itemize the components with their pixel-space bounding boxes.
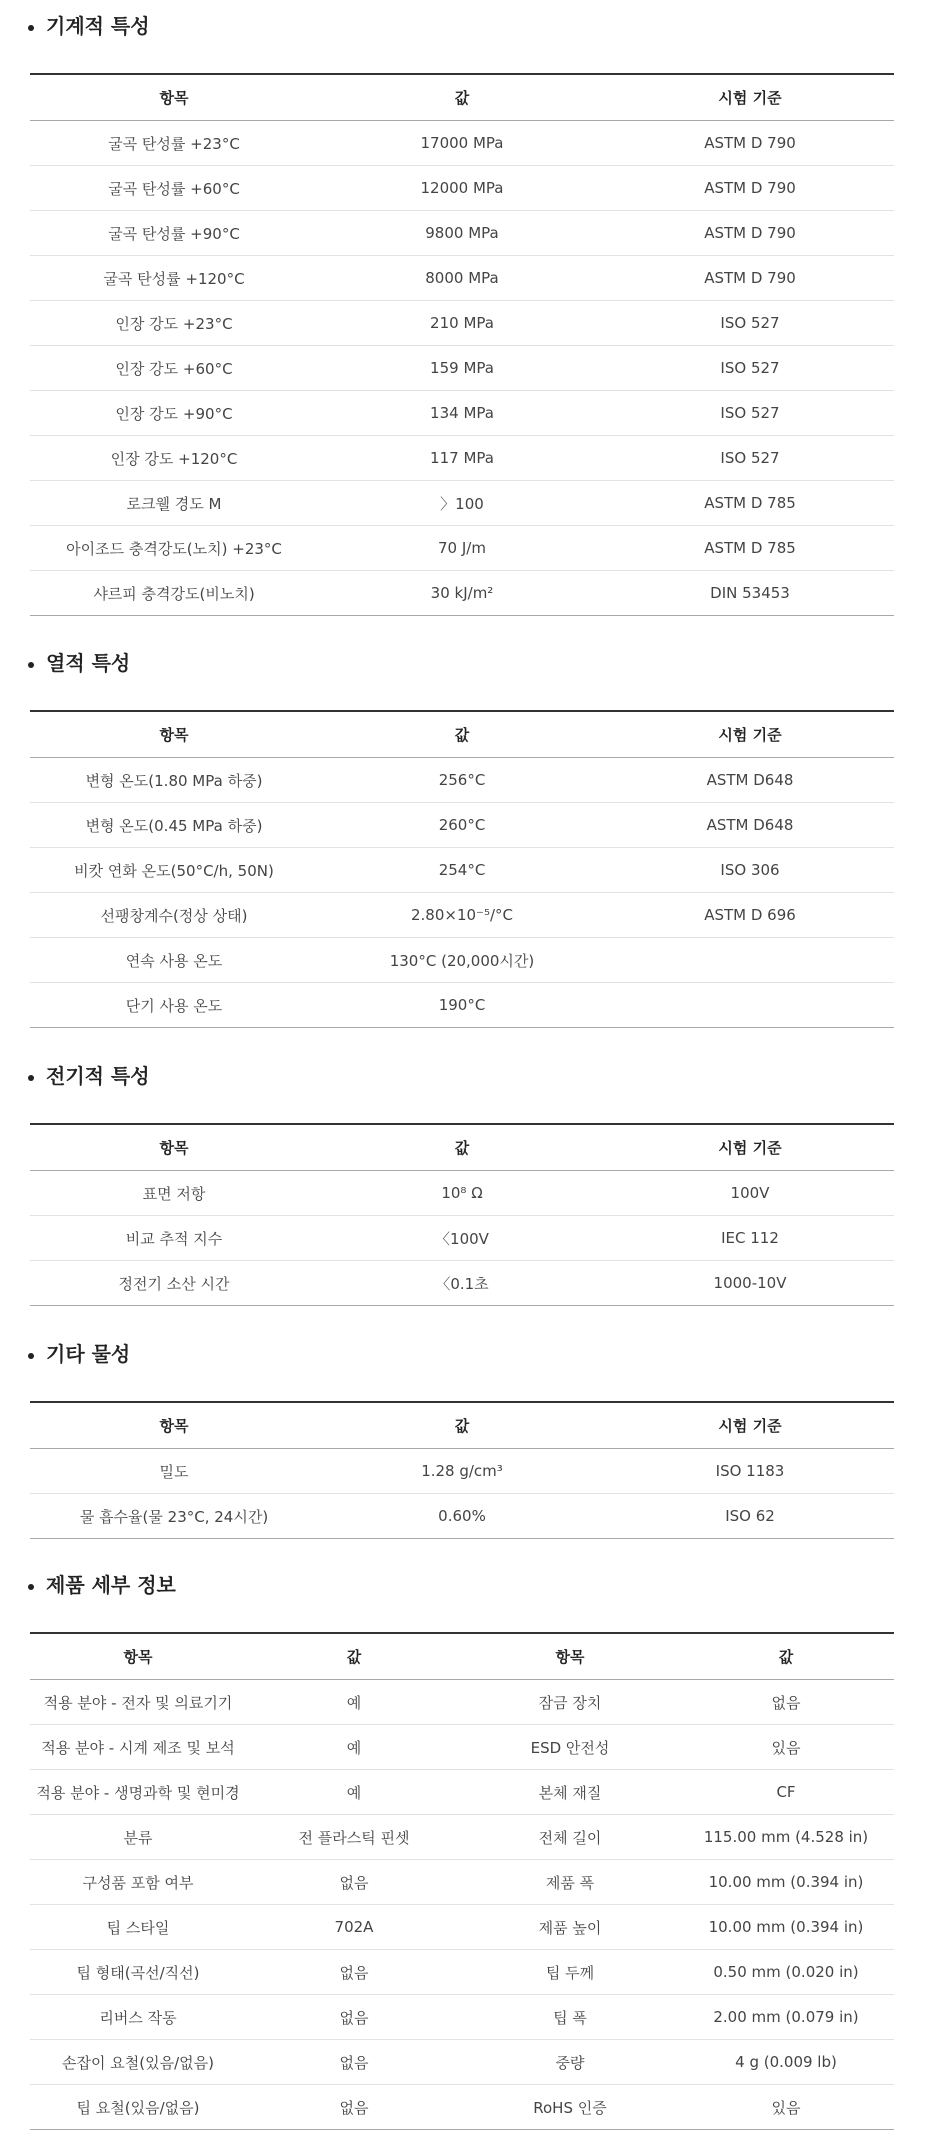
table-cell: 인장 강도 +90°C — [30, 391, 318, 436]
column-header: 항목 — [30, 711, 318, 758]
table-cell: 17000 MPa — [318, 121, 606, 166]
table-cell: ISO 62 — [725, 1507, 775, 1525]
table-row — [30, 893, 894, 938]
table-row — [30, 803, 894, 848]
column-header: 항목 — [30, 1633, 246, 1680]
table-cell: 210 MPa — [318, 301, 606, 346]
table-cell: ISO 1183 — [606, 1449, 894, 1494]
section-title — [28, 1062, 150, 1086]
table-cell: 256°C — [318, 758, 606, 803]
table-cell: 〉100 — [318, 481, 606, 526]
table-cell: 예 — [246, 1770, 462, 1815]
table-cell: 굴곡 탄성률 +90°C — [30, 211, 318, 256]
column-header: 시험 기준 — [606, 74, 894, 121]
table-cell: ASTM D648 — [606, 803, 894, 848]
table-row — [30, 1860, 894, 1905]
table-cell: ISO 527 — [606, 301, 894, 346]
table-cell: 〈100V — [318, 1216, 606, 1261]
table-header-row — [30, 74, 894, 121]
table-cell: ESD 안전성 — [462, 1725, 678, 1770]
spec-table — [30, 1632, 894, 2130]
table-cell: 손잡이 요철(있음/없음) — [30, 2040, 246, 2085]
table-cell: 전체 길이 — [462, 1815, 678, 1860]
table-row — [30, 436, 894, 481]
table-cell: 1000-10V — [713, 1274, 787, 1292]
table-row — [30, 256, 894, 301]
table-cell: 표면 저항 — [30, 1171, 318, 1216]
table-row — [30, 301, 894, 346]
table-row — [30, 346, 894, 391]
table-cell: 2.00 mm (0.079 in) — [678, 1995, 894, 2040]
column-header: 값 — [318, 1402, 606, 1449]
table-row — [30, 121, 894, 166]
table-row — [30, 1905, 894, 1950]
table-cell: ASTM D 790 — [606, 256, 894, 301]
table-row — [30, 2085, 894, 2130]
table-row — [30, 1494, 894, 1539]
table-cell: 있음 — [678, 1725, 894, 1770]
table-cell: 0.50 mm (0.020 in) — [678, 1950, 894, 1995]
table-header-row — [30, 1633, 894, 1680]
column-header: 시험 기준 — [606, 1124, 894, 1171]
table-row — [30, 1449, 894, 1494]
table-cell: 아이조드 충격강도(노치) +23°C — [30, 526, 318, 571]
table-row — [30, 391, 894, 436]
table-header-row — [30, 711, 894, 758]
spec-table — [30, 710, 894, 1028]
table-cell: ASTM D 790 — [606, 121, 894, 166]
table-cell: 단기 사용 온도 — [125, 996, 223, 1015]
table-row — [30, 211, 894, 256]
table-cell: 리버스 작동 — [30, 1995, 246, 2040]
table-row — [30, 1815, 894, 1860]
bullet-icon — [28, 662, 34, 668]
spec-table — [30, 73, 894, 616]
section-title — [28, 1571, 176, 1595]
table-cell: 제품 폭 — [462, 1860, 678, 1905]
table-cell: 중량 — [462, 2040, 678, 2085]
table-cell: 1.28 g/cm³ — [318, 1449, 606, 1494]
column-header: 항목 — [30, 1124, 318, 1171]
table-cell: 인장 강도 +120°C — [30, 436, 318, 481]
table-row — [30, 1261, 894, 1306]
table-cell: 적용 분야 - 시계 제조 및 보석 — [30, 1725, 246, 1770]
section-title — [28, 12, 150, 36]
table-row — [30, 1216, 894, 1261]
table-cell: 팁 요철(있음/없음) — [76, 2098, 200, 2117]
table-row — [30, 1770, 894, 1815]
table-cell: 10.00 mm (0.394 in) — [678, 1905, 894, 1950]
table-cell: 분류 — [30, 1815, 246, 1860]
table-row — [30, 938, 894, 983]
table-cell: ISO 527 — [606, 436, 894, 481]
table-cell: 70 J/m — [318, 526, 606, 571]
table-cell: 인장 강도 +60°C — [30, 346, 318, 391]
table-row — [30, 1950, 894, 1995]
column-header: 값 — [246, 1633, 462, 1680]
table-cell — [606, 938, 894, 983]
table-cell: 30 kJ/m² — [430, 584, 494, 602]
table-cell: ASTM D 696 — [606, 893, 894, 938]
table-cell: 팁 폭 — [462, 1995, 678, 2040]
table-cell: 굴곡 탄성률 +120°C — [30, 256, 318, 301]
section-title-text: 전기적 특성 — [46, 1063, 150, 1088]
table-cell: 제품 높이 — [462, 1905, 678, 1950]
table-cell: ASTM D 785 — [606, 526, 894, 571]
table-cell: DIN 53453 — [710, 584, 790, 602]
table-cell: 117 MPa — [318, 436, 606, 481]
table-cell: 선팽창계수(정상 상태) — [30, 893, 318, 938]
table-cell: 변형 온도(1.80 MPa 하중) — [30, 758, 318, 803]
table-cell: ASTM D 785 — [606, 481, 894, 526]
table-row — [30, 758, 894, 803]
table-cell: 본체 재질 — [462, 1770, 678, 1815]
section-title-text: 기타 물성 — [46, 1341, 131, 1366]
table-cell: 100V — [606, 1171, 894, 1216]
table-cell: 전 플라스틱 핀셋 — [246, 1815, 462, 1860]
table-cell: ASTM D 790 — [606, 211, 894, 256]
table-cell: 예 — [246, 1725, 462, 1770]
table-cell: 4 g (0.009 lb) — [678, 2040, 894, 2085]
table-cell: 없음 — [246, 1860, 462, 1905]
column-header: 값 — [318, 711, 606, 758]
table-cell: 로크웰 경도 M — [30, 481, 318, 526]
table-cell: 254°C — [318, 848, 606, 893]
table-cell: 팁 스타일 — [30, 1905, 246, 1950]
table-row — [30, 1995, 894, 2040]
table-cell: 굴곡 탄성률 +60°C — [30, 166, 318, 211]
bullet-icon — [28, 25, 34, 31]
column-header: 값 — [318, 74, 606, 121]
column-header: 값 — [318, 1124, 606, 1171]
section-title — [28, 1340, 130, 1364]
column-header: 항목 — [30, 74, 318, 121]
table-row — [30, 983, 894, 1028]
table-cell: 8000 MPa — [318, 256, 606, 301]
section-title-text: 제품 세부 정보 — [46, 1572, 176, 1597]
table-cell: IEC 112 — [606, 1216, 894, 1261]
column-header: 항목 — [30, 1402, 318, 1449]
table-cell: 팁 두께 — [462, 1950, 678, 1995]
table-cell: ISO 527 — [606, 346, 894, 391]
table-cell: 구성품 포함 여부 — [30, 1860, 246, 1905]
table-cell: ISO 306 — [606, 848, 894, 893]
table-row — [30, 1725, 894, 1770]
table-row — [30, 166, 894, 211]
table-cell: 정전기 소산 시간 — [118, 1274, 230, 1293]
table-cell: 10.00 mm (0.394 in) — [678, 1860, 894, 1905]
table-cell — [606, 983, 894, 1028]
table-cell: 9800 MPa — [318, 211, 606, 256]
table-cell: 702A — [246, 1905, 462, 1950]
table-cell: 팁 형태(곡선/직선) — [30, 1950, 246, 1995]
table-cell: 없음 — [246, 2040, 462, 2085]
table-header-row — [30, 1402, 894, 1449]
table-cell: 인장 강도 +23°C — [30, 301, 318, 346]
table-cell: 비교 추적 지수 — [30, 1216, 318, 1261]
table-cell: 없음 — [246, 1950, 462, 1995]
table-cell: 예 — [246, 1680, 462, 1725]
table-cell: 260°C — [318, 803, 606, 848]
table-row — [30, 1171, 894, 1216]
table-cell: ASTM D 790 — [606, 166, 894, 211]
table-cell: 10⁸ Ω — [318, 1171, 606, 1216]
table-row — [30, 526, 894, 571]
section-title — [28, 649, 130, 673]
table-cell: 없음 — [339, 2098, 369, 2117]
table-cell: 130°C (20,000시간) — [318, 938, 606, 983]
table-cell: 없음 — [678, 1680, 894, 1725]
spec-table — [30, 1123, 894, 1306]
table-cell: 잠금 장치 — [462, 1680, 678, 1725]
table-cell: 변형 온도(0.45 MPa 하중) — [30, 803, 318, 848]
table-cell: RoHS 인증 — [533, 2098, 607, 2117]
table-cell: 115.00 mm (4.528 in) — [678, 1815, 894, 1860]
table-cell: 있음 — [771, 2098, 801, 2117]
table-row — [30, 481, 894, 526]
column-header: 값 — [678, 1633, 894, 1680]
section-title-text: 기계적 특성 — [46, 13, 150, 38]
table-cell: 굴곡 탄성률 +23°C — [30, 121, 318, 166]
table-cell: 비캇 연화 온도(50°C/h, 50N) — [30, 848, 318, 893]
table-cell: 연속 사용 온도 — [30, 938, 318, 983]
spec-table — [30, 1401, 894, 1539]
table-cell: 샤르피 충격강도(비노치) — [93, 584, 255, 603]
table-cell: 190°C — [438, 996, 486, 1014]
table-cell: 적용 분야 - 전자 및 의료기기 — [30, 1680, 246, 1725]
table-cell: 159 MPa — [318, 346, 606, 391]
table-cell: ISO 527 — [606, 391, 894, 436]
table-cell: 밀도 — [30, 1449, 318, 1494]
table-cell: CF — [678, 1770, 894, 1815]
bullet-icon — [28, 1353, 34, 1359]
bullet-icon — [28, 1584, 34, 1590]
column-header: 시험 기준 — [606, 711, 894, 758]
table-cell: 적용 분야 - 생명과학 및 현미경 — [30, 1770, 246, 1815]
table-header-row — [30, 1124, 894, 1171]
table-cell: 12000 MPa — [318, 166, 606, 211]
table-row — [30, 1680, 894, 1725]
table-row — [30, 571, 894, 616]
table-cell: 134 MPa — [318, 391, 606, 436]
table-row — [30, 848, 894, 893]
table-cell: 0.60% — [438, 1507, 486, 1525]
table-cell: ASTM D648 — [606, 758, 894, 803]
column-header: 시험 기준 — [606, 1402, 894, 1449]
bullet-icon — [28, 1075, 34, 1081]
table-cell: 2.80×10⁻⁵/°C — [318, 893, 606, 938]
section-title-text: 열적 특성 — [46, 650, 131, 675]
table-cell: 〈0.1초 — [435, 1274, 489, 1293]
table-cell: 물 흡수율(물 23°C, 24시간) — [79, 1507, 269, 1526]
table-cell: 없음 — [246, 1995, 462, 2040]
table-row — [30, 2040, 894, 2085]
column-header: 항목 — [462, 1633, 678, 1680]
